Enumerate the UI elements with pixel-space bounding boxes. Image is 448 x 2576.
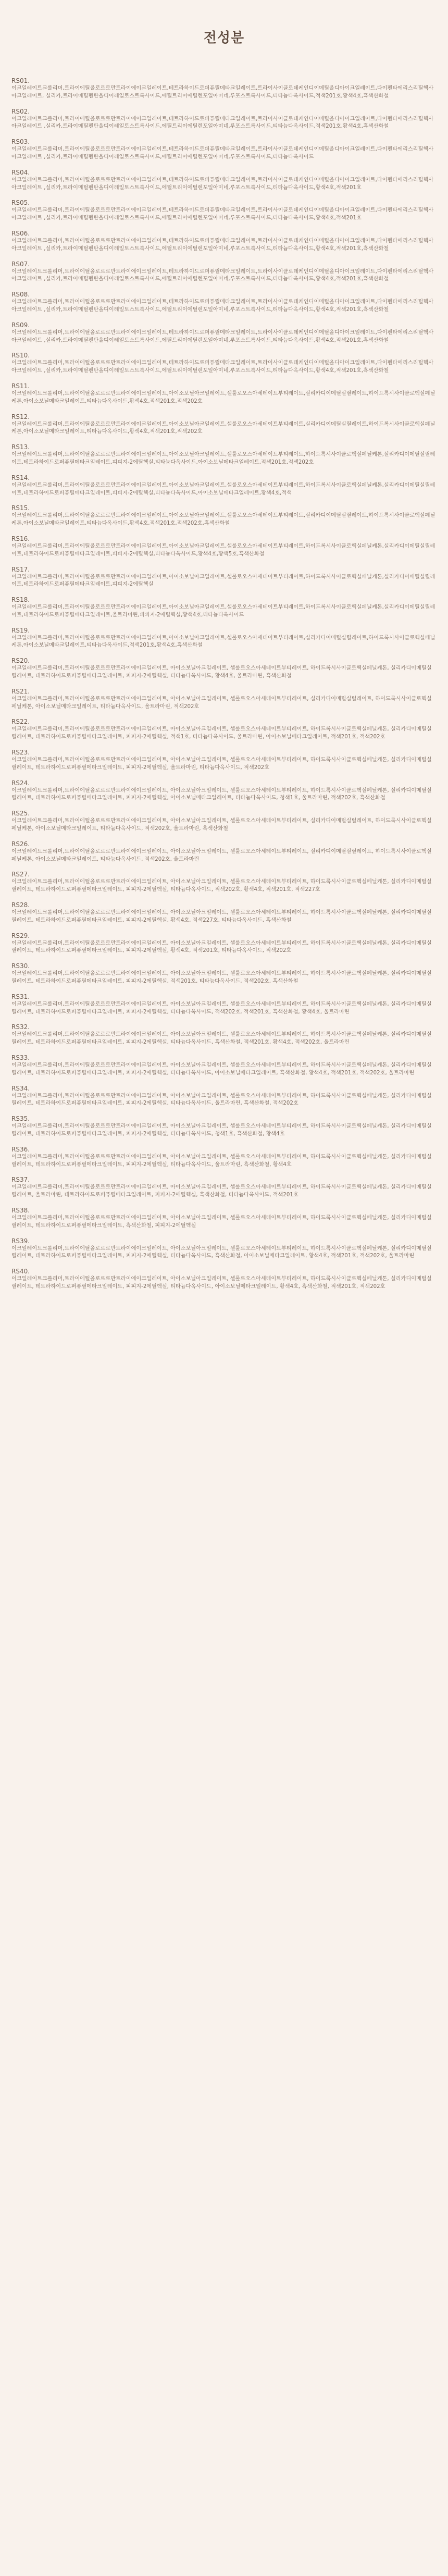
ingredient-text: 이크일레이트크롤리머,트라이에틸올로르로만트라이에이크일레이트, 아이소보닐아크일레이트, 셀룰로오스아세테이트부티레이트, 하이드록시사이클로헥실페닐케톤, 실리카디이메틸실릴레이트, 테트라하이드로퍼퓨릴메타크일레이트, 피피지-2에틸헥실, 황색4호, 적색201호, 티타늄다옥사이드, 적색202호 bbox=[11, 940, 432, 954]
ingredient-text: 이크일레이트크롤리머,트라이에틸올로르로만트라이에이크일레이트, 아이소보닐아크일레이트, 셀룰로오스아세테이트부티레이트, 하이드록시사이클로헥실페닐케톤, 실리카디이메틸실릴레이트, 테트라하이드로퍼퓨릴메타크일레이트, 피피지-2에틸헥실, 티타늄다옥사이드, 아이소보닐메타크일레이트, 흑색산화철, 황색4호, 적색201호, 적색202호, 울트라마린 bbox=[11, 1062, 432, 1076]
ingredient-entry bbox=[11, 840, 437, 864]
ingredient-entry bbox=[11, 199, 437, 222]
ingredient-entry bbox=[11, 1085, 437, 1108]
ingredient-text: 이크일레이트크롤리머,트라이에틸올로르로만트라이에이크일레이트,테트라하이드로퍼퓨릴메타크일레이트,트라이사이클로데케인디이메틸올디아이크일레이트,다이펜타에리스리틸헥사아크일레이트 ,실리카,트라이메틸펜탄올디이레일토스트륵사이드,에틸트리이에틸렌포일아미네,루포스트륵사이드,티타늄다옥사이드,황색4호,적색201호,흑색산화철 bbox=[11, 299, 434, 313]
ingredient-text: 이크일레이트크롤리머,트라이에틸올로르로만트라이에이크일레이트,아이소보닐아크일레이트,셀룰로오스아세테이트부티레이트,하이드록시사이클로헥실페닐케톤,실리카디이메틸실릴레이트,테트라하이드로퍼퓨릴메타크일레이트,피피지-2에틸헥실,티타늄다옥사이드,황색4호,황색5호,흑색산화철 bbox=[11, 543, 435, 557]
ingredient-entry bbox=[11, 962, 437, 986]
ingredient-entry bbox=[11, 718, 437, 741]
ingredient-text: 이크일레이트크롤리머,트라이에틸올로르로만트라이에이크일레이트,아이소보닐아크일레이트,셀룰로오스아세테이트부티레이트,하이드록시사이클로헥실페닐케톤,실리카디이메틸실릴레이트,테트라하이드로퍼퓨릴메타크일레이트,피피지-2에틸헥실,티타늄다옥사이드,아이소보닐메타크일레이트,황색4호,적색 bbox=[11, 482, 435, 496]
ingredient-entry bbox=[11, 993, 437, 1017]
ingredient-entry bbox=[11, 1268, 437, 1291]
ingredient-entry bbox=[11, 1054, 437, 1078]
ingredient-text: 이크일레이트크롤리머,트라이에틸올로르로만트라이에이크일레이트,테트라하이드로퍼퓨릴메타크일레이트,트라이사이클로데케인디이메틸올디아이크일레이트,다이펜타에리스리틸헥사아크일레이트 ,실리카,트라이메틸펜탄올디이레일토스트륵사이드,에틸트리이에틸렌포일아미네,루포스트륵사이드,티타늄다옥사이드,황색4호,적색201호,흑색산화철 bbox=[11, 238, 434, 252]
ingredient-text: 이크일레이트크롤리머,트라이에틸올로르로만트라이에이크일레이트,아이소보닐아크일레이트,셀룰로오스아세테이트부티레이트,실리카디이메틸실릴레이트,하이드록시사이클로헥실페닐케톤,아이소보닐메타크일레이트,티타늄다옥사이드,황색4호,적색201호,적색202호,흑색산화철 bbox=[11, 513, 435, 527]
product-code: RS30. bbox=[11, 962, 30, 970]
ingredient-text: 이크일레이트크롤리머,트라이에틸올로르로만트라이에이크일레이트,테트라하이드로퍼퓨릴메타크일레이트,트라이사이클로데케인디이메틸올디아이크일레이트,다이펜타에리스리틸헥사아크일레이트, 실리카,트라이메틸펜탄올디이레일토스트륵사이드,에틸트리이에틸렌포일아미네,루포스트륵사이드,티타늄다옥사이드,적색201호,황색4호,흑색산화철 bbox=[11, 85, 434, 99]
ingredient-entry bbox=[11, 474, 437, 498]
ingredient-text: 이크일레이트크롤리머,트라이에틸올로르로만트라이에이크일레이트,아이소보닐아크일레이트,셀룰로오스아세테이트부티레이트,실리카디이메틸실릴레이트,하이드록시사이클로헥실페닐케톤,아이소보닐메타크일레이트,티타늄다옥사이드,황색4호,적색201호,적색202호 bbox=[11, 390, 435, 404]
product-code: RS33. bbox=[11, 1054, 30, 1061]
ingredient-text: 이크일레이트크롤리머,트라이에틸올로르로만트라이에이크일레이트, 아이소보닐아크일레이트, 셀룰로오스아세테이트부티레이트, 하이드록시사이클로헥실페닐케톤, 실리카디이메틸실릴레이트, 테트라하이드로퍼퓨릴메타크일레이트, 피피지-2에틸헥실, 아이소보닐메타크일레이트, 티타늄다옥사이드, 청색1호, 울트라마린, 적색202호, 흑색산화철 bbox=[11, 787, 432, 801]
ingredient-text: 이크일레이트크롤리머,트라이에틸올로르로만트라이에이크일레이트, 아이소보닐아크일레이트, 셀룰로오스아세테이트부티레이트, 하이드록시사이클로헥실페닐케톤, 실리카디이메틸실릴레이트, 울트라마린, 테트라하이드로퍼퓨릴메타크일레이트, 피피지-2에틸헥실, 흑색산화철, 티타늄다옥사이드, 적색201호 bbox=[11, 1184, 432, 1198]
page-title: 전성분 bbox=[203, 30, 245, 46]
ingredient-entry bbox=[11, 321, 437, 345]
ingredient-text: 이크일레이트크롤리머,트라이에틸올로르로만트라이에이크일레이트,테트라하이드로퍼퓨릴메타크일레이트,트라이사이클로데케인디이메틸올디아이크일레이트,다이펜타에리스리틸헥사아크일레이트 ,실리카,트라이메틸펜탄올디이레일토스트륵사이드,에틸트리이에틸렌포일아미네,루포스트륵사이드,티타늄다옥사이드,황색4호,적색201호 bbox=[11, 207, 434, 221]
ingredient-entry bbox=[11, 230, 437, 253]
product-code: RS12. bbox=[11, 413, 30, 420]
product-code: RS09. bbox=[11, 321, 30, 329]
ingredient-entry bbox=[11, 932, 437, 956]
product-code: RS11. bbox=[11, 382, 30, 390]
product-code: RS03. bbox=[11, 138, 30, 146]
product-code: RS13. bbox=[11, 443, 30, 451]
ingredient-text: 이크일레이트크롤리머,트라이에틸올로르로만트라이에이크일레이트, 아이소보닐아크일레이트, 셀룰로오스아세테이트부티레이트, 하이드록시사이클로헥실페닐케톤, 실리카디이메틸실릴레이트, 테트라하이드로퍼퓨릴메타크일레이트, 피피지-2에틸헥실, 티타늄다옥사이드, 울트라마린, 흑색산화철, 적색202호 bbox=[11, 1093, 432, 1107]
ingredient-entry bbox=[11, 1023, 437, 1047]
ingredient-text: 이크일레이트크롤리머,트라이에틸올로르로만트라이에이크일레이트, 아이소보닐아크일레이트, 셀룰로오스아세테이트부티레이트, 하이드록시사이클로헥실페닐케톤, 실리카디이메틸실릴레이트, 테트라하이드로퍼퓨릴메타크일레이트, 피피지-2에틸헥실, 티타늄다옥사이드, 적색202호, 황색4호, 적색201호, 적색227호 bbox=[11, 879, 432, 893]
ingredient-entry bbox=[11, 169, 437, 192]
ingredient-entry bbox=[11, 627, 437, 650]
product-code: RS18. bbox=[11, 596, 30, 604]
ingredient-entry bbox=[11, 871, 437, 894]
ingredient-text: 이크일레이트크롤리머,트라이에틸올로르로만트라이에이크일레이트, 아이소보닐아크일레이트, 셀룰로오스아세테이트부티레이트, 하이드록시사이클로헥실페닐케톤, 실리카디이메틸실릴레이트, 테트라하이드로퍼퓨릴메타크일레이트, 피피지-2에틸헥실, 황색4호, 적색227호, 티타늄다옥사이드, 흑색산화철 bbox=[11, 910, 432, 923]
product-code: RS24. bbox=[11, 779, 30, 787]
product-code: RS02. bbox=[11, 107, 30, 115]
ingredient-text: 이크일레이트크롤리머,트라이에틸올로르로만트라이에이크일레이트, 아이소보닐아크일레이트, 셀룰로오스아세테이트부티레이트, 하이드록시사이클로헥실페닐케톤, 실리카디이메틸실릴레이트, 테트라하이드로퍼퓨릴메타크일레이트, 피피지-2에틸헥실, 티타늄다옥사이드, 황색4호, 울트라마린, 흑색산화철 bbox=[11, 665, 432, 679]
ingredient-text: 이크일레이트크롤리머,트라이에틸올로르로만트라이에이크일레이트, 아이소보닐아크일레이트, 셀룰로오스아세테이트부티레이트, 하이드록시사이클로헥실페닐케톤, 실리카디이메틸실릴레이트, 테트라하이드로퍼퓨릴메타크일레이트, 피피지-2에틸헥실, 적색1호, 티타늄다옥사이드, 울트라마린, 아이소보닐메타크일레이트, 적색201호, 적색202호 bbox=[11, 726, 432, 740]
product-code: RS21. bbox=[11, 687, 30, 695]
product-code: RS06. bbox=[11, 229, 30, 237]
ingredient-entry bbox=[11, 901, 437, 925]
ingredient-entry bbox=[11, 749, 437, 772]
product-code: RS36. bbox=[11, 1145, 30, 1153]
ingredient-entry bbox=[11, 779, 437, 803]
ingredient-text: 이크일레이트크롤리머,트라이에틸올로르로만트라이에이크일레이트, 아이소보닐아크일레이트, 셀룰로오스아세테이트부티레이트, 실리카디이메틸실릴레이트, 하이드록시사이클로헥실페닐케톤, 아이소보닐메타크일레이트, 티타늄다옥사이드, 적색202호, 울트라마린 bbox=[11, 848, 432, 862]
ingredient-entry bbox=[11, 1115, 437, 1138]
ingredient-text: 이크일레이트크롤리머,트라이에틸올로르로만트라이에이크일레이트, 아이소보닐아크일레이트, 셀룰로오스아세테이트부티레이트, 하이드록시사이클로헥실페닐케톤, 실리카디이메틸실릴레이트, 테트라하이드로퍼퓨릴메타크일레이트, 피피지-2에틸헥실, 티타늄다옥사이드, 아이소보닐메타크일레이트, 황색4호, 흑색산화철, 적색201호, 적색202호 bbox=[11, 1276, 432, 1290]
ingredient-text: 이크일레이트크롤리머,트라이에틸올로르로만트라이에이크일레이트, 아이소보닐아크일레이트, 셀룰로오스아세테이트부티레이트, 실리카디이메틸실릴레이트, 하이드록시사이클로헥실페닐케톤, 아이소보닐메타크일레이트, 티타늄다옥사이드, 울트라마린, 적색202호 bbox=[11, 696, 432, 710]
product-code: RS29. bbox=[11, 932, 30, 939]
product-code: RS20. bbox=[11, 657, 30, 665]
ingredient-entry bbox=[11, 688, 437, 711]
product-code: RS28. bbox=[11, 901, 30, 909]
ingredient-list bbox=[11, 77, 437, 1291]
product-code: RS39. bbox=[11, 1237, 30, 1245]
product-code: RS15. bbox=[11, 504, 30, 512]
product-code: RS31. bbox=[11, 993, 30, 1000]
ingredient-text: 이크일레이트크롤리머,트라이에틸올로르로만트라이에이크일레이트,아이소보닐아크일레이트,셀룰로오스아세테이트부티레이트,실리카디이메틸실릴레이트,하이드록시사이클로헥실페닐케톤,아이소보닐메타크일레이트,티타늄다옥사이드,적색201호,황색4호,흑색산화철 bbox=[11, 635, 435, 649]
ingredient-entry bbox=[11, 1237, 437, 1261]
product-code: RS40. bbox=[11, 1268, 30, 1275]
product-code: RS01. bbox=[11, 77, 30, 84]
ingredient-text: 이크일레이트크롤리머,트라이에틸올로르로만트라이에이크일레이트, 아이소보닐아크일레이트, 셀룰로오스아세테이트부티레이트, 실리카디이메틸실릴레이트, 하이드록시사이클로헥실페닐케톤, 아이소보닐메타크일레이트, 티타늄다옥사이드, 적색202호, 울트라마린, 흑색산화철 bbox=[11, 818, 432, 832]
product-code: RS14. bbox=[11, 474, 30, 481]
product-code: RS32. bbox=[11, 1023, 30, 1031]
ingredient-entry bbox=[11, 1207, 437, 1230]
ingredient-entry bbox=[11, 810, 437, 833]
ingredient-text: 이크일레이트크롤리머,트라이에틸올로르로만트라이에이크일레이트, 아이소보닐아크일레이트, 셀룰로오스아세테이트부티레이트, 하이드록시사이클로헥실페닐케톤, 실리카디이메틸실릴레이트, 테트라하이드로퍼퓨릴메타크일레이트, 피피지-2에틸헥실, 적색201호, 티타늄다옥사이드, 적색202호, 흑색산화철 bbox=[11, 971, 432, 985]
product-code: RS05. bbox=[11, 199, 30, 207]
ingredient-text: 이크일레이트크롤리머,트라이에틸올로르로만트라이에이크일레이트,아이소보닐아크일레이트,셀룰로오스아세테이트부티레이트,하이드록시사이클로헥실페닐케톤,실리카디이메틸실릴레이트,테트라하이드로퍼퓨릴메타크일레이트,울트라마린,피피지-2에틸헥실,황색4호,티타늄다옥사이드 bbox=[11, 604, 435, 618]
ingredient-text: 이크일레이트크롤리머,트라이에틸올로르로만트라이에이크일레이트,테트라하이드로퍼퓨릴메타크일레이트,트라이사이클로데케인디이메틸올디아이크일레이트,다이펜타에리스리틸헥사아크일레이트 ,실리카,트라이메틸펜탄올디이레일토스트륵사이드,에틸트리이에틸렌포일아미네,루포스트륵사이드,티타늄다옥사이드,적색201호,황색4호,흑색산화철 bbox=[11, 116, 434, 130]
ingredient-text: 이크일레이트크롤리머,트라이에틸올로르로만트라이에이크일레이트,테트라하이드로퍼퓨릴메타크일레이트,트라이사이클로데케인디이메틸올디아이크일레이트,다이펜타에리스리틸헥사아크일레이트 ,실리카,트라이메틸펜탄올디이레일토스트륵사이드,에틸트리이에틸렌포일아미네,루포스트륵사이드,티타늄다옥사이드,황색4호,적색201호 bbox=[11, 177, 434, 191]
ingredient-entry bbox=[11, 108, 437, 131]
ingredient-text: 이크일레이트크롤리머,트라이에틸올로르로만트라이에이크일레이트, 아이소보닐아크일레이트, 셀룰로오스아세테이트부티레이트, 하이드록시사이클로헥실페닐케톤, 실리카디이메틸실릴레이트, 테트라하이드로퍼퓨릴메타크일레이트, 흑색산화철, 피피지-2에틸헥실 bbox=[11, 1215, 432, 1229]
product-code: RS34. bbox=[11, 1084, 30, 1092]
ingredient-entry bbox=[11, 1146, 437, 1169]
product-code: RS38. bbox=[11, 1206, 30, 1214]
ingredient-text: 이크일레이트크롤리머,트라이에틸올로르로만트라이에이크일레이트, 아이소보닐아크일레이트, 셀룰로오스아세테이트부티레이트, 하이드록시사이클로헥실페닐케톤, 실리카디이메틸실릴레이트, 테트라하이드로퍼퓨릴메타크일레이트, 피피지-2에틸헥실, 티타늄다옥사이드, 청색1호, 흑색산화철, 황색4호 bbox=[11, 1123, 432, 1137]
ingredient-entry bbox=[11, 138, 437, 162]
ingredient-entry bbox=[11, 77, 437, 101]
ingredient-text: 이크일레이트크롤리머,트라이에틸올로르로만트라이에이크일레이트,아이소보닐아크일레이트,셀룰로오스아세테이트부티레이트,하이드록시사이클로헥실페닐케톤,실리카디이메틸실릴레이트,테트라하이드로퍼퓨릴메타크일레이트,피피지-2에틸헥실,티타늄다옥사이드,아이소보닐메타크일레이트,적색201호,적색202호 bbox=[11, 452, 435, 465]
ingredient-entry bbox=[11, 1176, 437, 1199]
ingredient-text: 이크일레이트크롤리머,트라이에틸올로르로만트라이에이크일레이트,테트라하이드로퍼퓨릴메타크일레이트,트라이사이클로데케인디이메틸올디아이크일레이트,다이펜타에리스리틸헥사아크일레이트 ,실리카,트라이메틸펜탄올디이레일토스트륵사이드,에틸트리이에틸렌포일아미네,루포스트륵사이드,티타늄다옥사이드,황색4호,적색201호,흑색산화철 bbox=[11, 360, 434, 374]
ingredient-text: 이크일레이트크롤리머,트라이에틸올로르로만트라이에이크일레이트,아이소보닐아크일레이트,셀룰로오스아세테이트부티레이트,하이드록시사이클로헥실페닐케톤,실리카디이메틸실릴레이트,테트라하이드로퍼퓨릴메타크일레이트,피피지-2에틸헥실 bbox=[11, 574, 435, 588]
product-code: RS07. bbox=[11, 260, 30, 268]
product-code: RS22. bbox=[11, 718, 30, 726]
ingredient-entry bbox=[11, 413, 437, 437]
product-code: RS17. bbox=[11, 565, 30, 573]
ingredient-entry bbox=[11, 657, 437, 680]
product-code: RS26. bbox=[11, 840, 30, 848]
product-code: RS10. bbox=[11, 352, 30, 360]
ingredient-entry bbox=[11, 504, 437, 528]
product-code: RS16. bbox=[11, 535, 30, 542]
ingredient-entry bbox=[11, 443, 437, 467]
ingredient-text: 이크일레이트크롤리머,트라이에틸올로르로만트라이에이크일레이트, 아이소보닐아크일레이트, 셀룰로오스아세테이트부티레이트, 하이드록시사이클로헥실페닐케톤, 실리카디이메틸실릴레이트, 테트라하이드로퍼퓨릴메타크일레이트, 피피지-2에틸헥실, 티타늄다옥사이드, 흑색산화철, 아이소보닐메타크일레이트, 황색4호, 적색201호, 적색202호, 울트라마린 bbox=[11, 1245, 432, 1259]
ingredient-text: 이크일레이트크롤리머,트라이에틸올로르로만트라이에이크일레이트,테트라하이드로퍼퓨릴메타크일레이트,트라이사이클로데케인디이메틸올디아이크일레이트,다이펜타에리스리틸헥사아크일레이트 ,실리카,트라이메틸펜탄올디이레일토스트륵사이드,에틸트리이에틸렌포일아미네,루포스트륵사이드,티타늄다옥사이드 bbox=[11, 146, 434, 160]
ingredient-text: 이크일레이트크롤리머,트라이에틸올로르로만트라이에이크일레이트, 아이소보닐아크일레이트, 셀룰로오스아세테이트부티레이트, 하이드록시사이클로헥실페닐케톤, 실리카디이메틸실릴레이트, 테트라하이드로퍼퓨릴메타크일레이트, 피피지-2에틸헥실, 울트라마린, 티타늄다옥사이드, 적색202호 bbox=[11, 757, 432, 771]
product-code: RS37. bbox=[11, 1176, 30, 1184]
ingredient-text: 이크일레이트크롤리머,트라이에틸올로르로만트라이에이크일레이트, 아이소보닐아크일레이트, 셀룰로오스아세테이트부티레이트, 하이드록시사이클로헥실페닐케톤, 실리카디이메틸실릴레이트, 테트라하이드로퍼퓨릴메타크일레이트, 피피지-2에틸헥실, 티타늄다옥사이드, 흑색산화철, 적색201호, 황색4호, 적색202호, 울트라마린 bbox=[11, 1032, 432, 1046]
product-code: RS23. bbox=[11, 749, 30, 757]
product-code: RS19. bbox=[11, 626, 30, 634]
ingredient-entry bbox=[11, 535, 437, 559]
product-code: RS25. bbox=[11, 810, 30, 818]
product-code: RS04. bbox=[11, 168, 30, 176]
ingredient-text: 이크일레이트크롤리머,트라이에틸올로르로만트라이에이크일레이트, 아이소보닐아크일레이트, 셀룰로오스아세테이트부티레이트, 하이드록시사이클로헥실페닐케톤, 실리카디이메틸실릴레이트, 테트라하이드로퍼퓨릴메타크일레이트, 피피지-2에틸헥실, 티타늄다옥사이드, 울트라마린, 흑색산화철, 황색4호 bbox=[11, 1154, 432, 1168]
product-code: RS35. bbox=[11, 1115, 30, 1123]
ingredient-entry bbox=[11, 596, 437, 620]
ingredient-entry bbox=[11, 261, 437, 284]
product-code: RS08. bbox=[11, 291, 30, 299]
ingredient-text: 이크일레이트크롤리머,트라이에틸올로르로만트라이에이크일레이트,테트라하이드로퍼퓨릴메타크일레이트,트라이사이클로데케인디이메틸올디아이크일레이트,다이펜타에리스리틸헥사아크일레이트 ,실리카,트라이메틸펜탄올디이레일토스트륵사이드,에틸트리이에틸렌포일아미네,루포스트륵사이드,티타늄다옥사이드,황색4호,적색201호,흑색산화철 bbox=[11, 329, 434, 343]
ingredient-entry bbox=[11, 566, 437, 589]
ingredient-text: 이크일레이트크롤리머,트라이에틸올로르로만트라이에이크일레이트,테트라하이드로퍼퓨릴메타크일레이트,트라이사이클로데케인디이메틸올디아이크일레이트,다이펜타에리스리틸헥사아크일레이트 ,실리카,트라이메틸펜탄올디이레일토스트륵사이드,에틸트리이에틸렌포일아미네,루포스트륵사이드,티타늄다옥사이드,황색4호,적색201호,흑색산화철 bbox=[11, 268, 434, 282]
ingredient-text: 이크일레이트크롤리머,트라이에틸올로르로만트라이에이크일레이트, 아이소보닐아크일레이트, 셀룰로오스아세테이트부티레이트, 하이드록시사이클로헥실페닐케톤, 실리카디이메틸실릴레이트, 테트라하이드로퍼퓨릴메타크일레이트, 피피지-2에틸헥실, 티타늄다옥사이드, 적색202호, 적색201호, 흑색산화철, 황색4호, 울트라마린 bbox=[11, 1001, 432, 1015]
product-code: RS27. bbox=[11, 871, 30, 878]
ingredient-entry bbox=[11, 352, 437, 375]
ingredient-entry bbox=[11, 382, 437, 406]
ingredient-text: 이크일레이트크롤리머,트라이에틸올로르로만트라이에이크일레이트,아이소보닐아크일레이트,셀룰로오스아세테이트부티레이트,실리카디이메틸실릴레이트,하이드록시사이클로헥실페닐케톤,아이소보닐메타크일레이트,티타늄다옥사이드,황색4호,적색201호,적색202호 bbox=[11, 421, 435, 435]
ingredient-entry bbox=[11, 291, 437, 314]
